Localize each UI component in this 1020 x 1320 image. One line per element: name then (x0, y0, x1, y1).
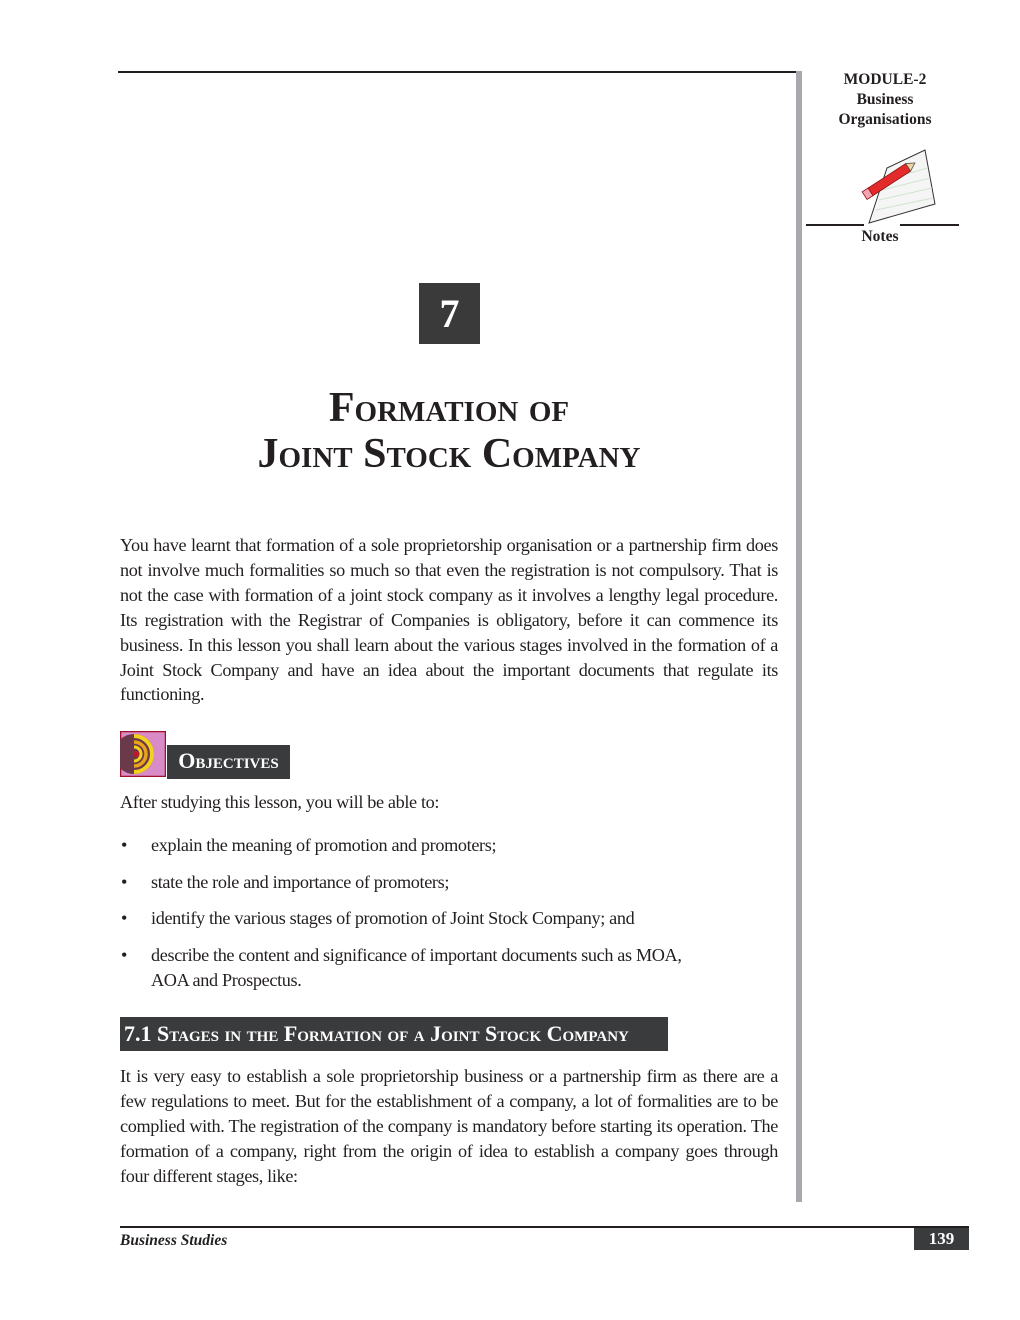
top-rule (118, 71, 798, 73)
notes-divider-left (806, 224, 864, 226)
chapter-title-line-1: Formation of (328, 385, 570, 431)
intro-paragraph: You have learnt that formation of a sole proprietorship organisation or a partnership firm does not involve much formalities so much so that even the registration is not compulsory. That is not the case with formation of a joint stock company as it involves a lengthy legal procedure. Its registration with the Registrar of Companies is obligatory, before it can commence its business. In this lesson you shall learn about the various stages involved in the formation of a Joint Stock Company and have an idea about the important documents that regulate its functioning. (120, 535, 778, 705)
list-item: • explain the meaning of promotion and promoters; (120, 833, 778, 858)
module-header (805, 70, 965, 130)
footer-book-title: Business Studies (120, 1232, 228, 1249)
module-title-1: Business (856, 91, 914, 108)
notes-divider-right (900, 224, 959, 226)
chapter-number: 7 (419, 283, 480, 344)
list-item: • identify the various stages of promotion of Joint Stock Company; and (120, 906, 778, 931)
chapter-title-line-2: Joint Stock Company (257, 431, 641, 477)
section-heading: 7.1 Stages in the Formation of a Joint Stock Company (120, 1017, 668, 1051)
page-number: 139 (914, 1228, 969, 1250)
objectives-heading: Objectives (167, 745, 290, 779)
list-item: • describe the content and significance of important documents such as MOA, AOA and Prospectus. (121, 944, 682, 990)
margin-bar (796, 71, 802, 1202)
bullet-icon: • (121, 908, 128, 929)
notes-label: Notes (861, 228, 899, 245)
list-item: • state the role and importance of promoters; (120, 870, 778, 895)
footer-rule (120, 1226, 969, 1228)
notepad-pencil-icon (855, 148, 940, 228)
bullet-icon: • (121, 944, 128, 965)
module-title-2: Organisations (838, 111, 932, 128)
objectives-lead: After studying this lesson, you will be able to: (120, 792, 440, 812)
bullet-icon: • (121, 835, 128, 855)
target-spiral-icon (120, 731, 166, 777)
bullet-icon: • (121, 871, 128, 892)
module-number: MODULE-2 (843, 71, 927, 88)
objectives-list (120, 833, 778, 1004)
section-paragraph: It is very easy to establish a sole proprietorship business or a partnership firm as there are a few regulations to meet. But for the establishment of a company, a lot of formalities are to be complied with. The registration of the company is mandatory before starting its operation. The formation of a company, right from the origin of idea to establish a company goes through four different stages, like: (120, 1066, 778, 1186)
